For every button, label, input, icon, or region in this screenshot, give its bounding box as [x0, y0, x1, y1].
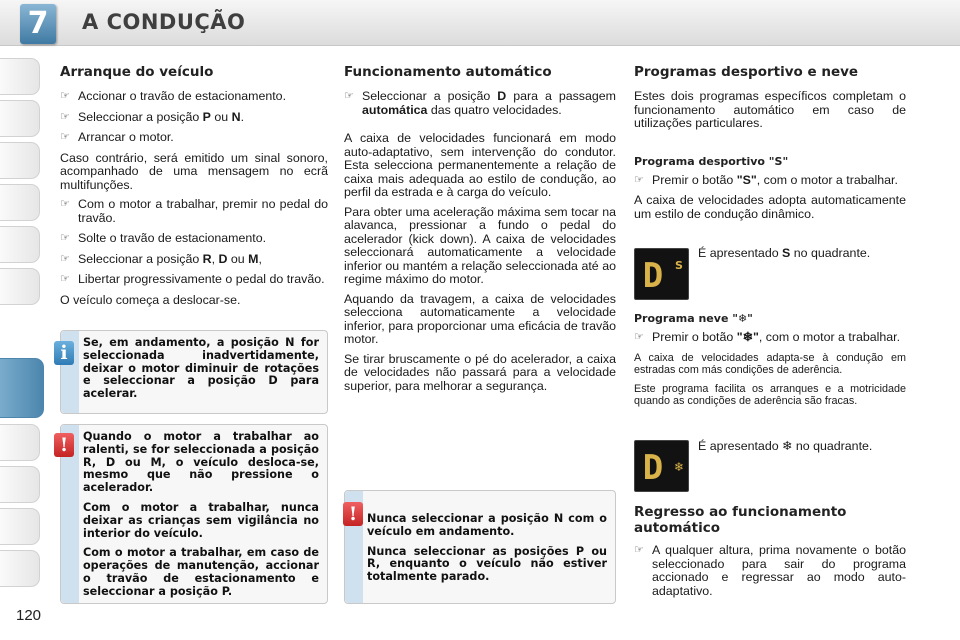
bullet-text: ou	[210, 109, 232, 124]
paragraph: Para obter uma aceleração máxima sem tocar na alavanca, pressionar a fundo o pedal do acelerador (kick down). A caixa de velocidades seleccionará automaticamente a velocidade inferior ou mantém a relação seleccionada até ao regime máximo do motor.	[344, 204, 616, 286]
bullet-list-start	[60, 90, 328, 145]
bullet-text: , com o motor a trabalhar.	[756, 172, 898, 187]
return-auto-section	[634, 498, 906, 605]
bullet-text: Libertar progressivamente o pedal do travão.	[78, 272, 325, 286]
caption-text: no quadrante.	[790, 246, 871, 260]
snow-program-section	[634, 304, 906, 414]
bullet-item	[60, 232, 328, 246]
warning-note-box	[60, 424, 328, 604]
column-programas	[634, 58, 906, 227]
bullet-item	[60, 131, 328, 145]
page-header	[0, 0, 960, 48]
pointing-hand-icon: ☞	[60, 131, 70, 143]
warning-note-box	[344, 490, 616, 604]
pointing-hand-icon: ☞	[60, 252, 70, 265]
warning-note-text: Quando o motor a trabalhar ao ralenti, se for seleccionada a posição R, D ou M, o veículo desloca-se, mesmo que não pressione o acelerador.	[83, 430, 319, 495]
warning-note-text: Nunca seleccionar a posição N com o veículo em andamento.	[367, 512, 607, 538]
bullet-item	[344, 90, 616, 117]
bullet-text: das quatro velocidades.	[427, 102, 562, 117]
snowflake-icon: ❄	[673, 460, 685, 474]
paragraph: A caixa de velocidades funcionará em modo auto-adaptativo, sem intervenção do condutor. Esta selecciona permanentemente a relação de caixa mais adequada ao estilo de condução, ao perfil da estrada e à carga do veículo.	[344, 131, 616, 199]
chapter-tab-2[interactable]	[0, 100, 40, 137]
pointing-hand-icon: ☞	[344, 90, 354, 102]
caption-key: S	[782, 246, 791, 260]
pointing-hand-icon: ☞	[60, 232, 70, 244]
gear-d-glyph: D	[642, 256, 664, 296]
chapter-title: A CONDUÇÃO	[82, 10, 246, 34]
bullet-text: Premir o botão	[652, 330, 737, 344]
bullet-item	[60, 90, 328, 104]
button-key: "S"	[736, 172, 757, 187]
paragraph: Se tirar bruscamente o pé do acelerador, a caixa de velocidades não passará para a velocidade superior, para melhorar a segurança.	[344, 351, 616, 393]
bullet-text: Premir o botão	[652, 172, 737, 187]
bullet-item	[634, 544, 906, 598]
sport-display-caption	[698, 246, 870, 260]
bullet-list-auto	[344, 90, 616, 117]
gear-letter: D	[218, 251, 228, 266]
chapter-tab-10[interactable]	[0, 508, 40, 545]
chapter-tab-7-active[interactable]	[0, 358, 44, 418]
column-funcionamento	[344, 58, 616, 399]
pointing-hand-icon: ☞	[60, 110, 70, 123]
gear-letter: N	[231, 109, 241, 124]
bullet-item	[60, 273, 328, 287]
paragraph-warning-signal: Caso contrário, será emitido um sinal sonoro, acompanhado de uma mensagem no ecrã multifunções.	[60, 150, 328, 192]
bold-text: automática	[362, 102, 428, 117]
bullet-text: .	[240, 109, 245, 124]
snow-mode-display	[634, 440, 689, 492]
section-title-return: Regresso ao funcionamento automático	[634, 504, 847, 536]
warning-note-text: Com o motor a trabalhar, nunca deixar as crianças sem vigilância no interior do veículo.	[83, 500, 319, 540]
subsection-title-sport: Programa desportivo "S"	[634, 154, 789, 168]
warning-note-text: Nunca seleccionar as posições P ou R, enquanto o veículo não estiver totalmente parado.	[367, 544, 607, 584]
info-note-body	[83, 337, 319, 408]
pointing-hand-icon: ☞	[60, 90, 70, 102]
chapter-number-badge: 7	[20, 4, 56, 44]
gear-letter: D	[497, 89, 507, 103]
chapter-tab-4[interactable]	[0, 184, 40, 221]
info-note-box	[60, 330, 328, 414]
gear-letter: P	[202, 109, 211, 124]
warning-note-body	[367, 513, 607, 591]
bullet-list-sport	[634, 174, 906, 188]
bullet-text: A qualquer altura, prima novamente o botão seleccionado para sair do programa accionado e regressar ao modo auto-adaptativo.	[652, 543, 906, 598]
subsection-title-snow: Programa neve "❄"	[634, 312, 753, 325]
paragraph-sport: A caixa de velocidades adopta automaticamente um estilo de condução dinâmico.	[634, 193, 906, 221]
gear-letter: R	[202, 251, 212, 266]
paragraph-intro: Estes dois programas específicos completam o funcionamento automático em caso de utilizações particulares.	[634, 89, 906, 130]
bullet-text: Solte o travão de estacionamento.	[78, 231, 267, 245]
bullet-text: , com o motor a trabalhar.	[758, 330, 901, 344]
pointing-hand-icon: ☞	[634, 544, 644, 556]
page-number: 120	[16, 607, 42, 624]
bullet-text: ,	[258, 251, 262, 266]
chapter-tab-5[interactable]	[0, 226, 40, 263]
paragraph-closing: O veículo começa a deslocar-se.	[60, 292, 241, 307]
sport-mode-display	[634, 248, 689, 300]
section-title-automatico: Funcionamento automático	[344, 64, 552, 80]
sport-s-glyph: S	[675, 259, 683, 272]
snow-display-graphic	[635, 441, 690, 493]
chapter-tab-1[interactable]	[0, 58, 40, 95]
bullet-text: Arrancar o motor.	[78, 130, 174, 144]
bullet-item	[60, 111, 328, 125]
warning-icon: !	[343, 502, 363, 526]
section-title-arranque: Arranque do veículo	[60, 64, 214, 80]
pointing-hand-icon: ☞	[60, 273, 70, 285]
chapter-tabs	[0, 58, 46, 618]
section-title-programas: Programas desportivo e neve	[634, 64, 859, 80]
bullet-item	[60, 198, 328, 225]
pointing-hand-icon: ☞	[634, 173, 644, 186]
caption-text: É apresentado	[698, 246, 783, 260]
chapter-tab-8[interactable]	[0, 424, 40, 461]
sport-display-graphic	[635, 249, 690, 301]
chapter-tab-9[interactable]	[0, 466, 40, 503]
warning-note-body	[83, 431, 319, 606]
column-arranque	[60, 58, 328, 313]
bullet-text: Com o motor a trabalhar, premir no pedal do travão.	[78, 197, 328, 225]
gear-letter: M	[248, 251, 259, 266]
bullet-text: Seleccionar a posição	[78, 109, 203, 124]
bullet-text: Seleccionar a posição	[362, 89, 498, 103]
chapter-tab-6[interactable]	[0, 268, 40, 305]
chapter-tab-11[interactable]	[0, 550, 40, 587]
button-key: "❄"	[736, 330, 759, 344]
info-icon: i	[54, 341, 74, 365]
bullet-text: Accionar o travão de estacionamento.	[78, 89, 287, 103]
paragraph-snow-2: Este programa facilita os arranques e a motricidade quando as condições de aderência são fracas.	[634, 382, 906, 407]
gear-d-glyph: D	[642, 448, 664, 488]
bullet-text: Seleccionar a posição	[78, 251, 203, 266]
bullet-list-procedure	[60, 198, 328, 287]
info-note-text: Se, em andamento, a posição N for seleccionada inadvertidamente, deixar o motor diminuir de rotações e seleccionar a posição D para acelerar.	[83, 336, 319, 401]
pointing-hand-icon: ☞	[60, 198, 70, 210]
bullet-text: para a passagem	[506, 89, 616, 103]
warning-icon: !	[54, 433, 74, 457]
bullet-text: ou	[227, 251, 249, 266]
warning-note-text: Com o motor a trabalhar, em caso de operações de manutenção, accionar o travão de estacionamento e seleccionar a posição P.	[83, 546, 319, 598]
paragraph: Aquando da travagem, a caixa de velocidades selecciona automaticamente a velocidade inferior, para proporcionar uma eficácia de travão motor.	[344, 291, 616, 346]
bullet-list-return	[634, 544, 906, 598]
bullet-item	[634, 174, 906, 188]
bullet-item	[60, 253, 328, 267]
bullet-list-snow	[634, 331, 906, 345]
pointing-hand-icon: ☞	[634, 331, 644, 343]
bullet-text: ,	[211, 251, 219, 266]
paragraph-snow-1: A caixa de velocidades adapta-se à condução em estradas com más condições de aderência.	[634, 351, 906, 376]
chapter-tab-3[interactable]	[0, 142, 40, 179]
snow-display-caption: É apresentado ❄ no quadrante.	[698, 439, 873, 453]
bullet-item	[634, 331, 906, 345]
